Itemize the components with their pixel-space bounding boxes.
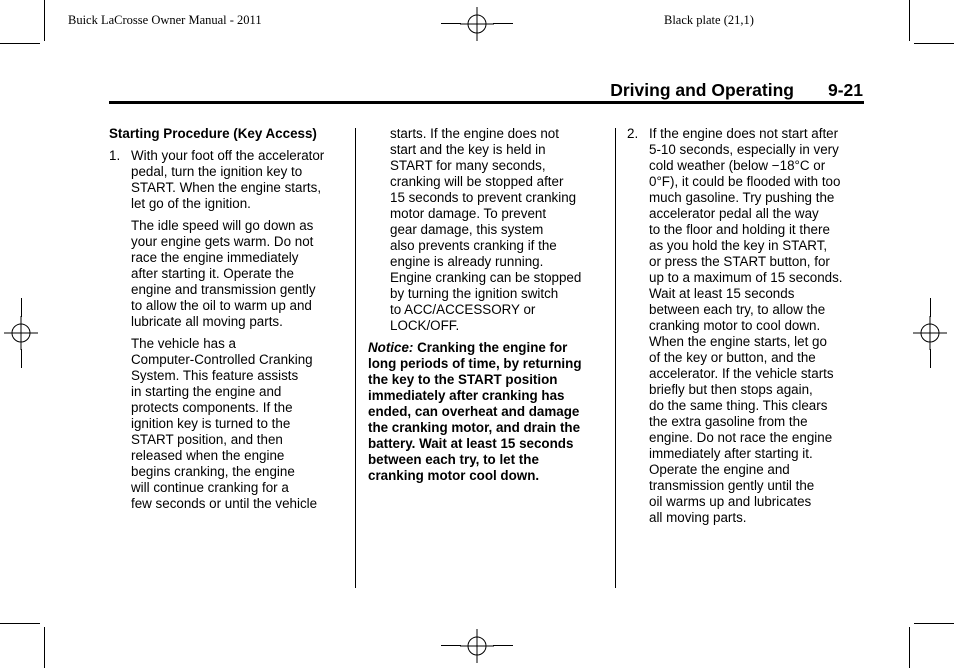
- text-line: Wait at least 15 seconds: [649, 286, 795, 301]
- column-divider-2: [615, 128, 616, 588]
- text-line: the extra gasoline from the: [649, 414, 808, 429]
- column-divider-1: [355, 128, 356, 588]
- crop-mark-bottom-right-vertical: [909, 627, 910, 668]
- registration-mark-top-icon: [460, 7, 494, 41]
- step-2-number: 2.: [627, 126, 639, 141]
- text-line: Operate the engine and: [649, 462, 790, 477]
- text-line: will continue cranking for a: [131, 480, 289, 495]
- text-line: START. When the engine starts,: [131, 180, 322, 195]
- notice-label: Notice:: [368, 340, 414, 355]
- text-line: System. This feature assists: [131, 368, 299, 383]
- text-line: 0°F), it could be flooded with too: [649, 174, 841, 189]
- manual-title-slug: Buick LaCrosse Owner Manual - 2011: [68, 13, 262, 27]
- text-column-3: [627, 126, 867, 526]
- text-line: the key to the START position: [368, 372, 558, 387]
- registration-line-left-bottom: [21, 349, 22, 368]
- idle-speed-paragraph: [109, 218, 349, 330]
- crop-mark-top-right-vertical: [909, 0, 910, 41]
- registration-mark-right-icon: [913, 316, 947, 350]
- text-line: The idle speed will go down as: [131, 218, 314, 233]
- text-line: 5-10 seconds, especially in very: [649, 142, 839, 157]
- text-line: all moving parts.: [649, 510, 747, 525]
- registration-line-top-right: [493, 23, 513, 24]
- continued-paragraph: [368, 126, 604, 334]
- registration-line-right-top: [930, 298, 931, 317]
- text-line: do the same thing. This clears: [649, 398, 828, 413]
- text-line: ended, can overheat and damage: [368, 404, 580, 419]
- plate-info-slug: Black plate (21,1): [664, 13, 754, 27]
- text-line: up to a maximum of 15 seconds.: [649, 270, 843, 285]
- text-line: in starting the engine and: [131, 384, 282, 399]
- text-line: cold weather (below −18°C or: [649, 158, 826, 173]
- text-line: between each try, to allow the: [649, 302, 826, 317]
- text-line: START for many seconds,: [390, 158, 546, 173]
- procedure-heading: Starting Procedure (Key Access): [109, 126, 317, 141]
- text-line: race the engine immediately: [131, 250, 299, 265]
- text-line: as you hold the key in START,: [649, 238, 828, 253]
- registration-line-bottom-right: [493, 645, 513, 646]
- text-line: your engine gets warm. Do not: [131, 234, 314, 249]
- text-column-2: [368, 126, 604, 484]
- text-line: let go of the ignition.: [131, 196, 251, 211]
- text-line: begins cranking, the engine: [131, 464, 295, 479]
- text-line: much gasoline. Try pushing the: [649, 190, 835, 205]
- text-line: long periods of time, by returning: [368, 356, 582, 371]
- text-line: by turning the ignition switch: [390, 286, 559, 301]
- registration-mark-left-icon: [4, 316, 38, 350]
- text-line: ignition key is turned to the: [131, 416, 291, 431]
- step-1: [109, 148, 349, 212]
- text-line: protects components. If the: [131, 400, 293, 415]
- text-line: or press the START button, for: [649, 254, 830, 269]
- crop-mark-top-left-vertical: [44, 0, 45, 41]
- text-line: pedal, turn the ignition key to: [131, 164, 303, 179]
- step-2: [627, 126, 867, 526]
- text-line: to allow the oil to warm up and: [131, 298, 312, 313]
- text-line: gear damage, this system: [390, 222, 544, 237]
- text-line: When the engine starts, let go: [649, 334, 827, 349]
- text-line: start and the key is held in: [390, 142, 546, 157]
- text-line: Engine cranking can be stopped: [390, 270, 582, 285]
- text-line: battery. Wait at least 15 seconds: [368, 436, 574, 451]
- text-line: lubricate all moving parts.: [131, 314, 283, 329]
- notice-block: [368, 340, 604, 484]
- text-line: If the engine does not start after: [649, 126, 839, 141]
- text-line: cranking will be stopped after: [390, 174, 564, 189]
- header-rule: [109, 101, 864, 104]
- crop-mark-bottom-left-horizontal: [0, 623, 40, 624]
- text-line: oil warms up and lubricates: [649, 494, 812, 509]
- crop-mark-top-right-horizontal: [914, 43, 954, 44]
- text-line: between each try, to let the: [368, 452, 539, 467]
- text-column-1: [109, 126, 349, 512]
- step-2-text: [649, 126, 867, 526]
- text-line: engine is already running.: [390, 254, 544, 269]
- section-title: Driving and Operating: [610, 80, 794, 100]
- registration-line-bottom-left: [441, 645, 461, 646]
- text-line: engine and transmission gently: [131, 282, 316, 297]
- text-line: starts. If the engine does not: [390, 126, 559, 141]
- text-line: With your foot off the accelerator: [131, 148, 325, 163]
- notice-text: Cranking the engine for: [413, 340, 568, 355]
- step-1-number: 1.: [109, 148, 121, 163]
- step-1-text: [131, 148, 349, 212]
- text-line: 15 seconds to prevent cranking: [390, 190, 577, 205]
- text-line: transmission gently until the: [649, 478, 815, 493]
- text-line: engine. Do not race the engine: [649, 430, 833, 445]
- text-line: released when the engine: [131, 448, 285, 463]
- crop-mark-top-left-horizontal: [0, 43, 40, 44]
- text-line: briefly but then stops again,: [649, 382, 813, 397]
- text-line: accelerator. If the vehicle starts: [649, 366, 834, 381]
- text-line: cranking motor cool down.: [368, 468, 540, 483]
- registration-line-left-top: [21, 298, 22, 317]
- crop-mark-bottom-left-vertical: [44, 627, 45, 668]
- cranking-system-paragraph: [109, 336, 349, 512]
- text-line: LOCK/OFF.: [390, 318, 460, 333]
- text-line: Computer-Controlled Cranking: [131, 352, 313, 367]
- registration-line-top-left: [441, 23, 461, 24]
- text-line: to ACC/ACCESSORY or: [390, 302, 536, 317]
- crop-mark-bottom-right-horizontal: [914, 623, 954, 624]
- text-line: to the floor and holding it there: [649, 222, 830, 237]
- text-line: of the key or button, and the: [649, 350, 816, 365]
- registration-line-right-bottom: [930, 349, 931, 368]
- text-line: immediately after cranking has: [368, 388, 565, 403]
- text-line: cranking motor to cool down.: [649, 318, 821, 333]
- text-line: [368, 340, 604, 356]
- text-line: motor damage. To prevent: [390, 206, 547, 221]
- text-line: The vehicle has a: [131, 336, 236, 351]
- text-line: START position, and then: [131, 432, 283, 447]
- text-line: after starting it. Operate the: [131, 266, 295, 281]
- page-number: 9-21: [827, 80, 863, 100]
- text-line: few seconds or until the vehicle: [131, 496, 318, 511]
- text-line: also prevents cranking if the: [390, 238, 557, 253]
- text-line: the cranking motor, and drain the: [368, 420, 581, 435]
- text-line: immediately after starting it.: [649, 446, 813, 461]
- text-line: accelerator pedal all the way: [649, 206, 819, 221]
- registration-mark-bottom-icon: [460, 629, 494, 663]
